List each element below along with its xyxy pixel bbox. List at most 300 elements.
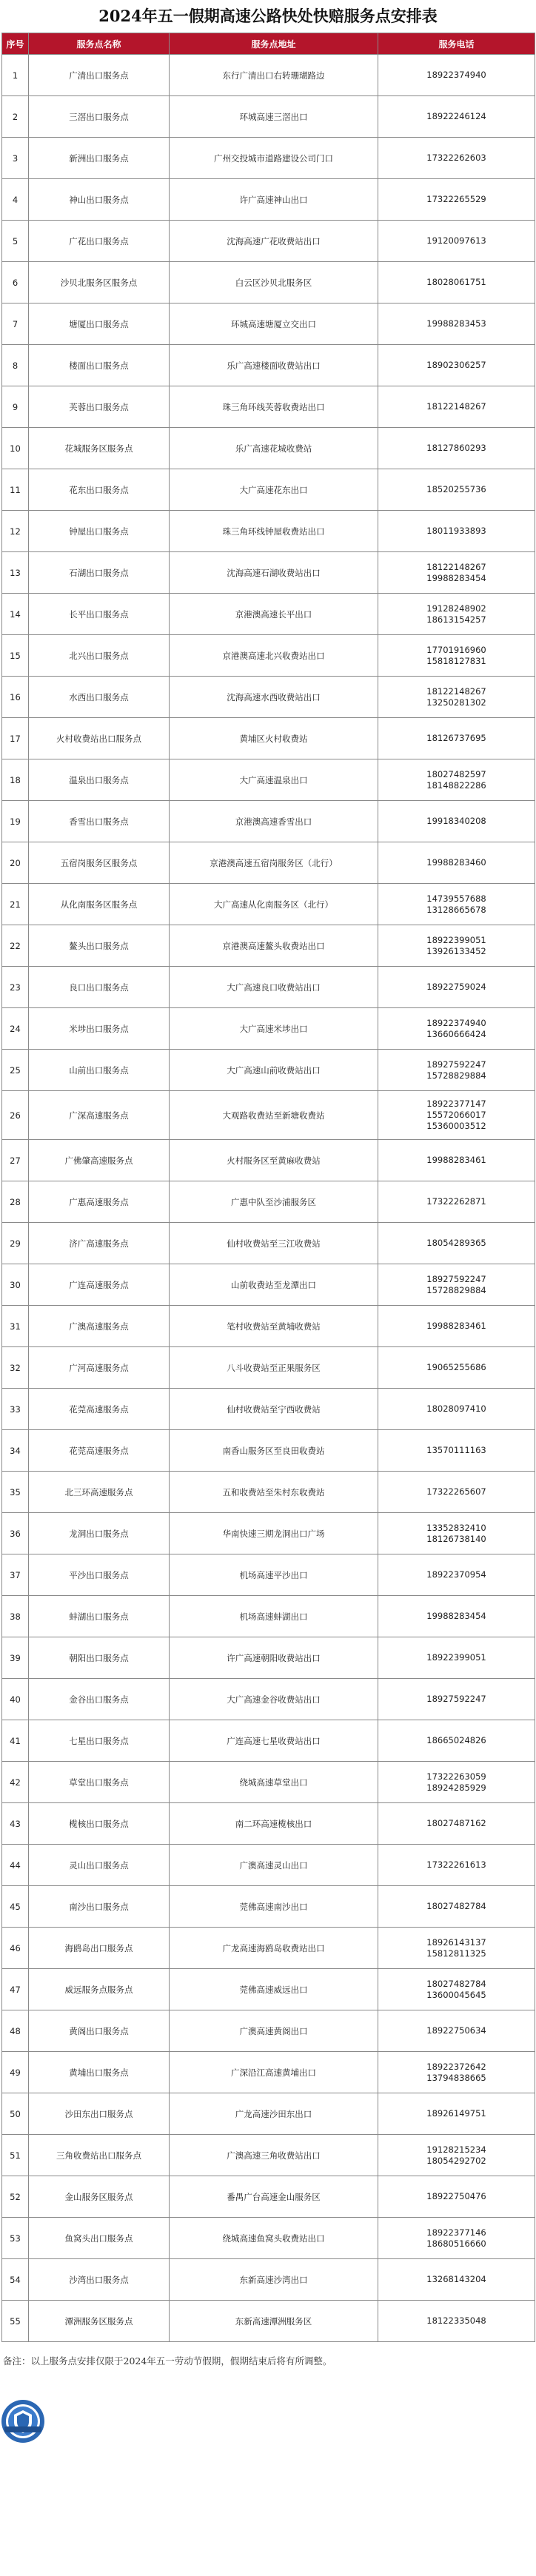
service-point-name: 金谷出口服务点 xyxy=(29,1679,170,1720)
service-point-address: 机场高速蚌湖出口 xyxy=(170,1596,378,1637)
service-point-name: 火村收费站出口服务点 xyxy=(29,718,170,759)
service-phone-cell xyxy=(378,2301,535,2342)
service-point-address: 环城高速塘厦立交出口 xyxy=(170,303,378,345)
service-phone-cell xyxy=(378,2176,535,2218)
table-row xyxy=(2,1223,535,1264)
service-point-address: 沈海高速广花收费站出口 xyxy=(170,221,378,262)
service-phone-cell xyxy=(378,801,535,842)
service-point-name: 北兴出口服务点 xyxy=(29,635,170,677)
service-point-address: 广澳高速灵山出口 xyxy=(170,1845,378,1886)
service-point-name: 神山出口服务点 xyxy=(29,179,170,221)
phone-number: 19918340208 xyxy=(426,816,486,826)
table-row xyxy=(2,1347,535,1389)
service-phone-cell xyxy=(378,677,535,718)
row-index: 22 xyxy=(2,925,29,967)
service-point-address: 东新高速潭洲服务区 xyxy=(170,2301,378,2342)
service-point-name: 新洲出口服务点 xyxy=(29,138,170,179)
row-index: 3 xyxy=(2,138,29,179)
row-index: 50 xyxy=(2,2093,29,2135)
service-phone-cell xyxy=(378,221,535,262)
service-point-name: 平沙出口服务点 xyxy=(29,1554,170,1596)
service-point-name: 鳌头出口服务点 xyxy=(29,925,170,967)
row-index: 18 xyxy=(2,759,29,801)
table-row xyxy=(2,2052,535,2093)
service-point-name: 山前出口服务点 xyxy=(29,1050,170,1091)
header-index: 序号 xyxy=(2,33,29,55)
table-row xyxy=(2,262,535,303)
service-phone-cell xyxy=(378,1091,535,1140)
phone-number: 18122335048 xyxy=(426,2315,486,2326)
service-point-address: 大广高速金谷收费站出口 xyxy=(170,1679,378,1720)
table-row xyxy=(2,884,535,925)
phone-number: 18680516660 xyxy=(426,2238,486,2249)
table-row xyxy=(2,2218,535,2259)
phone-number: 19120097613 xyxy=(426,235,486,246)
phone-number: 18027482784 xyxy=(426,1901,486,1911)
row-index: 12 xyxy=(2,511,29,552)
row-index: 2 xyxy=(2,96,29,138)
service-point-address: 广州交投城市道路建设公司门口 xyxy=(170,138,378,179)
phone-number: 15360003512 xyxy=(426,1121,486,1131)
row-index: 7 xyxy=(2,303,29,345)
table-row xyxy=(2,1140,535,1181)
service-point-address: 绕城高速鱼窝头收费站出口 xyxy=(170,2218,378,2259)
service-phone-cell xyxy=(378,303,535,345)
phone-number: 18922372642 xyxy=(426,2061,486,2072)
row-index: 34 xyxy=(2,1430,29,1472)
service-point-name: 香雪出口服务点 xyxy=(29,801,170,842)
service-point-address: 绕城高速草堂出口 xyxy=(170,1762,378,1803)
service-point-name: 长平出口服务点 xyxy=(29,594,170,635)
service-point-address: 大观路收费站至新塘收费站 xyxy=(170,1091,378,1140)
service-point-name: 潭洲服务区服务点 xyxy=(29,2301,170,2342)
table-row xyxy=(2,925,535,967)
service-point-address: 五和收费站至朱村东收费站 xyxy=(170,1472,378,1513)
service-point-address: 沈海高速石湖收费站出口 xyxy=(170,552,378,594)
row-index: 28 xyxy=(2,1181,29,1223)
table-row xyxy=(2,1430,535,1472)
row-index: 21 xyxy=(2,884,29,925)
service-point-address: 大广高速米埗出口 xyxy=(170,1008,378,1050)
row-index: 54 xyxy=(2,2259,29,2301)
service-phone-cell xyxy=(378,428,535,469)
service-phone-cell xyxy=(378,55,535,96)
service-phone-cell xyxy=(378,2010,535,2052)
table-row xyxy=(2,594,535,635)
service-point-address: 环城高速三滘出口 xyxy=(170,96,378,138)
phone-number: 19988283461 xyxy=(426,1321,486,1331)
service-phone-cell xyxy=(378,635,535,677)
row-index: 46 xyxy=(2,1928,29,1969)
phone-number: 13250281302 xyxy=(426,697,486,708)
service-phone-cell xyxy=(378,1886,535,1928)
service-point-name: 七星出口服务点 xyxy=(29,1720,170,1762)
phone-number: 14739557688 xyxy=(426,893,486,904)
service-point-address: 黄埔区火村收费站 xyxy=(170,718,378,759)
service-point-address: 八斗收费站至正果服务区 xyxy=(170,1347,378,1389)
table-row xyxy=(2,1928,535,1969)
phone-number: 17322265607 xyxy=(426,1486,486,1497)
row-index: 1 xyxy=(2,55,29,96)
traffic-police-logo xyxy=(0,2398,46,2444)
service-phone-cell xyxy=(378,1513,535,1554)
service-phone-cell xyxy=(378,179,535,221)
service-phone-cell xyxy=(378,1008,535,1050)
service-phone-cell xyxy=(378,2135,535,2176)
table-row xyxy=(2,2301,535,2342)
phone-number: 18122148267 xyxy=(426,401,486,412)
phone-number: 18927592247 xyxy=(426,1694,486,1704)
row-index: 5 xyxy=(2,221,29,262)
service-point-name: 楼面出口服务点 xyxy=(29,345,170,386)
table-row xyxy=(2,1306,535,1347)
table-row xyxy=(2,1389,535,1430)
service-point-name: 北三环高速服务点 xyxy=(29,1472,170,1513)
phone-number: 18922377147 xyxy=(426,1099,486,1109)
table-row xyxy=(2,1720,535,1762)
service-phone-cell xyxy=(378,262,535,303)
service-point-address: 广深沿江高速黄埔出口 xyxy=(170,2052,378,2093)
row-index: 24 xyxy=(2,1008,29,1050)
service-point-address: 乐广高速楼面收费站出口 xyxy=(170,345,378,386)
phone-number: 18122148267 xyxy=(426,685,486,697)
service-point-address: 乐广高速花城收费站 xyxy=(170,428,378,469)
service-phone-cell xyxy=(378,1762,535,1803)
phone-number: 17322262603 xyxy=(426,152,486,163)
service-point-name: 温泉出口服务点 xyxy=(29,759,170,801)
phone-number: 18922750634 xyxy=(426,2025,486,2036)
service-point-address: 许广高速神山出口 xyxy=(170,179,378,221)
service-point-address: 京港澳高速五宿岗服务区（北行） xyxy=(170,842,378,884)
row-index: 49 xyxy=(2,2052,29,2093)
service-phone-cell xyxy=(378,594,535,635)
row-index: 45 xyxy=(2,1886,29,1928)
service-point-address: 大广高速山前收费站出口 xyxy=(170,1050,378,1091)
phone-number: 18520255736 xyxy=(426,484,486,494)
service-phone-cell xyxy=(378,884,535,925)
row-index: 43 xyxy=(2,1803,29,1845)
service-phone-cell xyxy=(378,925,535,967)
service-point-name: 米埗出口服务点 xyxy=(29,1008,170,1050)
phone-number: 18011933893 xyxy=(426,526,486,536)
service-point-address: 东新高速沙湾出口 xyxy=(170,2259,378,2301)
service-point-name: 广佛肇高速服务点 xyxy=(29,1140,170,1181)
row-index: 37 xyxy=(2,1554,29,1596)
table-row xyxy=(2,221,535,262)
service-point-address: 广连高速七星收费站出口 xyxy=(170,1720,378,1762)
phone-number: 18126737695 xyxy=(426,733,486,743)
phone-number: 13570111163 xyxy=(426,1445,486,1455)
table-row xyxy=(2,801,535,842)
phone-number: 13352832410 xyxy=(426,1522,486,1533)
table-row xyxy=(2,1472,535,1513)
service-point-address: 广澳高速三角收费站出口 xyxy=(170,2135,378,2176)
phone-number: 17322263059 xyxy=(426,1771,486,1782)
table-row xyxy=(2,552,535,594)
service-point-name: 三角收费站出口服务点 xyxy=(29,2135,170,2176)
service-point-address: 大广高速良口收费站出口 xyxy=(170,967,378,1008)
phone-number: 18926149751 xyxy=(426,2108,486,2119)
service-phone-cell xyxy=(378,1679,535,1720)
phone-number: 18054292702 xyxy=(426,2155,486,2166)
row-index: 41 xyxy=(2,1720,29,1762)
table-row xyxy=(2,303,535,345)
table-row xyxy=(2,96,535,138)
table-row xyxy=(2,1181,535,1223)
table-row xyxy=(2,1637,535,1679)
service-point-name: 榄核出口服务点 xyxy=(29,1803,170,1845)
table-row xyxy=(2,677,535,718)
service-phone-cell xyxy=(378,759,535,801)
row-index: 8 xyxy=(2,345,29,386)
table-row xyxy=(2,1050,535,1091)
phone-number: 18122148267 xyxy=(426,561,486,572)
row-index: 42 xyxy=(2,1762,29,1803)
phone-number: 18922399051 xyxy=(426,1652,486,1663)
header-service-point-address: 服务点地址 xyxy=(170,33,378,55)
service-phone-cell xyxy=(378,1347,535,1389)
table-row xyxy=(2,1596,535,1637)
service-phone-cell xyxy=(378,138,535,179)
service-point-name: 鱼窝头出口服务点 xyxy=(29,2218,170,2259)
service-phone-cell xyxy=(378,552,535,594)
row-index: 31 xyxy=(2,1306,29,1347)
phone-number: 18926143137 xyxy=(426,1936,486,1948)
service-point-address: 大广高速花东出口 xyxy=(170,469,378,511)
row-index: 6 xyxy=(2,262,29,303)
service-point-address: 京港澳高速北兴收费站出口 xyxy=(170,635,378,677)
service-point-name: 灵山出口服务点 xyxy=(29,1845,170,1886)
table-row xyxy=(2,469,535,511)
service-point-address: 机场高速平沙出口 xyxy=(170,1554,378,1596)
phone-number: 18148822286 xyxy=(426,779,486,791)
table-header-row xyxy=(2,33,535,55)
service-point-address: 莞佛高速威远出口 xyxy=(170,1969,378,2010)
service-point-address: 东行广清出口右转珊瑚路边 xyxy=(170,55,378,96)
phone-number: 13600045645 xyxy=(426,1989,486,2000)
phone-number: 18922374940 xyxy=(426,1017,486,1028)
row-index: 30 xyxy=(2,1264,29,1306)
service-point-address: 仙村收费站至宁西收费站 xyxy=(170,1389,378,1430)
schedule-table xyxy=(1,33,535,2342)
service-phone-cell xyxy=(378,1803,535,1845)
service-point-address: 白云区沙贝北服务区 xyxy=(170,262,378,303)
phone-number: 17322261613 xyxy=(426,1859,486,1870)
row-index: 55 xyxy=(2,2301,29,2342)
phone-number: 13268143204 xyxy=(426,2274,486,2284)
service-point-name: 金山服务区服务点 xyxy=(29,2176,170,2218)
table-row xyxy=(2,1762,535,1803)
row-index: 29 xyxy=(2,1223,29,1264)
phone-number: 18922759024 xyxy=(426,982,486,992)
row-index: 32 xyxy=(2,1347,29,1389)
service-point-address: 京港澳高速长平出口 xyxy=(170,594,378,635)
service-point-name: 塘厦出口服务点 xyxy=(29,303,170,345)
service-point-name: 南沙出口服务点 xyxy=(29,1886,170,1928)
row-index: 48 xyxy=(2,2010,29,2052)
phone-number: 19988283454 xyxy=(426,1611,486,1621)
service-point-name: 广惠高速服务点 xyxy=(29,1181,170,1223)
service-phone-cell xyxy=(378,1050,535,1091)
row-index: 27 xyxy=(2,1140,29,1181)
service-point-name: 三滘出口服务点 xyxy=(29,96,170,138)
table-row xyxy=(2,718,535,759)
phone-number: 13660666424 xyxy=(426,1028,486,1039)
service-phone-cell xyxy=(378,345,535,386)
phone-number: 18613154257 xyxy=(426,614,486,625)
service-phone-cell xyxy=(378,1969,535,2010)
service-point-name: 广深高速服务点 xyxy=(29,1091,170,1140)
service-point-name: 广花出口服务点 xyxy=(29,221,170,262)
service-point-address: 沈海高速水西收费站出口 xyxy=(170,677,378,718)
phone-number: 17701916960 xyxy=(426,644,486,655)
service-point-address: 广惠中队至沙浦服务区 xyxy=(170,1181,378,1223)
service-point-name: 沙贝北服务区服务点 xyxy=(29,262,170,303)
row-index: 16 xyxy=(2,677,29,718)
service-point-address: 京港澳高速鳌头收费站出口 xyxy=(170,925,378,967)
service-phone-cell xyxy=(378,842,535,884)
row-index: 14 xyxy=(2,594,29,635)
service-point-name: 草堂出口服务点 xyxy=(29,1762,170,1803)
row-index: 35 xyxy=(2,1472,29,1513)
table-row xyxy=(2,1803,535,1845)
table-row xyxy=(2,2135,535,2176)
service-point-address: 广龙高速海鸥岛收费站出口 xyxy=(170,1928,378,1969)
row-index: 25 xyxy=(2,1050,29,1091)
service-phone-cell xyxy=(378,967,535,1008)
table-row xyxy=(2,1091,535,1140)
table-row xyxy=(2,345,535,386)
service-point-address: 仙村收费站至三江收费站 xyxy=(170,1223,378,1264)
phone-number: 15728829884 xyxy=(426,1070,486,1081)
service-point-name: 花莞高速服务点 xyxy=(29,1430,170,1472)
row-index: 52 xyxy=(2,2176,29,2218)
row-index: 15 xyxy=(2,635,29,677)
row-index: 40 xyxy=(2,1679,29,1720)
phone-number: 18922750476 xyxy=(426,2191,486,2201)
table-row xyxy=(2,55,535,96)
service-point-name: 良口出口服务点 xyxy=(29,967,170,1008)
row-index: 10 xyxy=(2,428,29,469)
table-body xyxy=(2,55,535,2342)
service-point-name: 朝阳出口服务点 xyxy=(29,1637,170,1679)
service-phone-cell xyxy=(378,1223,535,1264)
phone-number: 18924285929 xyxy=(426,1782,486,1793)
table-row xyxy=(2,428,535,469)
phone-number: 13128665678 xyxy=(426,904,486,915)
table-row xyxy=(2,635,535,677)
header-service-point-name: 服务点名称 xyxy=(29,33,170,55)
service-point-address: 南香山服务区至良田收费站 xyxy=(170,1430,378,1472)
table-row xyxy=(2,1969,535,2010)
service-point-address: 火村服务区至黄麻收费站 xyxy=(170,1140,378,1181)
service-point-address: 番禺广台高速金山服务区 xyxy=(170,2176,378,2218)
row-index: 44 xyxy=(2,1845,29,1886)
service-point-address: 山前收费站至龙潭出口 xyxy=(170,1264,378,1306)
table-row xyxy=(2,2093,535,2135)
phone-number: 18922374940 xyxy=(426,70,486,80)
service-phone-cell xyxy=(378,1928,535,1969)
row-index: 53 xyxy=(2,2218,29,2259)
row-index: 26 xyxy=(2,1091,29,1140)
phone-number: 19988283454 xyxy=(426,572,486,583)
service-point-name: 济广高速服务点 xyxy=(29,1223,170,1264)
service-phone-cell xyxy=(378,2093,535,2135)
row-index: 51 xyxy=(2,2135,29,2176)
phone-number: 13926133452 xyxy=(426,945,486,956)
table-row xyxy=(2,179,535,221)
header-service-phone: 服务电话 xyxy=(378,33,535,55)
row-index: 11 xyxy=(2,469,29,511)
row-index: 4 xyxy=(2,179,29,221)
service-point-address: 珠三角环线钟屋收费站出口 xyxy=(170,511,378,552)
service-point-name: 沙湾出口服务点 xyxy=(29,2259,170,2301)
row-index: 23 xyxy=(2,967,29,1008)
service-point-name: 水西出口服务点 xyxy=(29,677,170,718)
service-phone-cell xyxy=(378,1554,535,1596)
service-point-address: 广龙高速沙田东出口 xyxy=(170,2093,378,2135)
service-phone-cell xyxy=(378,1430,535,1472)
table-row xyxy=(2,967,535,1008)
row-index: 38 xyxy=(2,1596,29,1637)
phone-number: 18027487162 xyxy=(426,1818,486,1828)
phone-number: 19988283453 xyxy=(426,318,486,329)
phone-number: 18028061751 xyxy=(426,277,486,287)
service-point-name: 从化南服务区服务点 xyxy=(29,884,170,925)
phone-number: 18927592247 xyxy=(426,1059,486,1070)
phone-number: 18027482597 xyxy=(426,768,486,779)
service-point-name: 龙洞出口服务点 xyxy=(29,1513,170,1554)
table-row xyxy=(2,1513,535,1554)
table-row xyxy=(2,842,535,884)
service-phone-cell xyxy=(378,1140,535,1181)
service-phone-cell xyxy=(378,96,535,138)
phone-number: 18126738140 xyxy=(426,1533,486,1544)
service-phone-cell xyxy=(378,2052,535,2093)
service-point-address: 大广高速从化南服务区（北行） xyxy=(170,884,378,925)
service-point-name: 花莞高速服务点 xyxy=(29,1389,170,1430)
table-row xyxy=(2,138,535,179)
service-point-address: 莞佛高速南沙出口 xyxy=(170,1886,378,1928)
row-index: 17 xyxy=(2,718,29,759)
phone-number: 15812811325 xyxy=(426,1948,486,1959)
table-row xyxy=(2,759,535,801)
phone-number: 18054289365 xyxy=(426,1238,486,1248)
service-point-name: 花城服务区服务点 xyxy=(29,428,170,469)
service-phone-cell xyxy=(378,1596,535,1637)
phone-number: 19988283461 xyxy=(426,1155,486,1165)
service-point-name: 花东出口服务点 xyxy=(29,469,170,511)
phone-number: 18922399051 xyxy=(426,934,486,945)
phone-number: 18927592247 xyxy=(426,1273,486,1284)
service-point-name: 广河高速服务点 xyxy=(29,1347,170,1389)
row-index: 13 xyxy=(2,552,29,594)
phone-number: 19065255686 xyxy=(426,1362,486,1372)
service-phone-cell xyxy=(378,1181,535,1223)
phone-number: 18902306257 xyxy=(426,360,486,370)
service-point-name: 沙田东出口服务点 xyxy=(29,2093,170,2135)
service-point-name: 钟屋出口服务点 xyxy=(29,511,170,552)
service-point-name: 蚌湖出口服务点 xyxy=(29,1596,170,1637)
service-phone-cell xyxy=(378,2259,535,2301)
service-point-address: 南二环高速榄核出口 xyxy=(170,1803,378,1845)
row-index: 19 xyxy=(2,801,29,842)
table-row xyxy=(2,1679,535,1720)
table-row xyxy=(2,1554,535,1596)
service-phone-cell xyxy=(378,1637,535,1679)
table-row xyxy=(2,1264,535,1306)
row-index: 9 xyxy=(2,386,29,428)
